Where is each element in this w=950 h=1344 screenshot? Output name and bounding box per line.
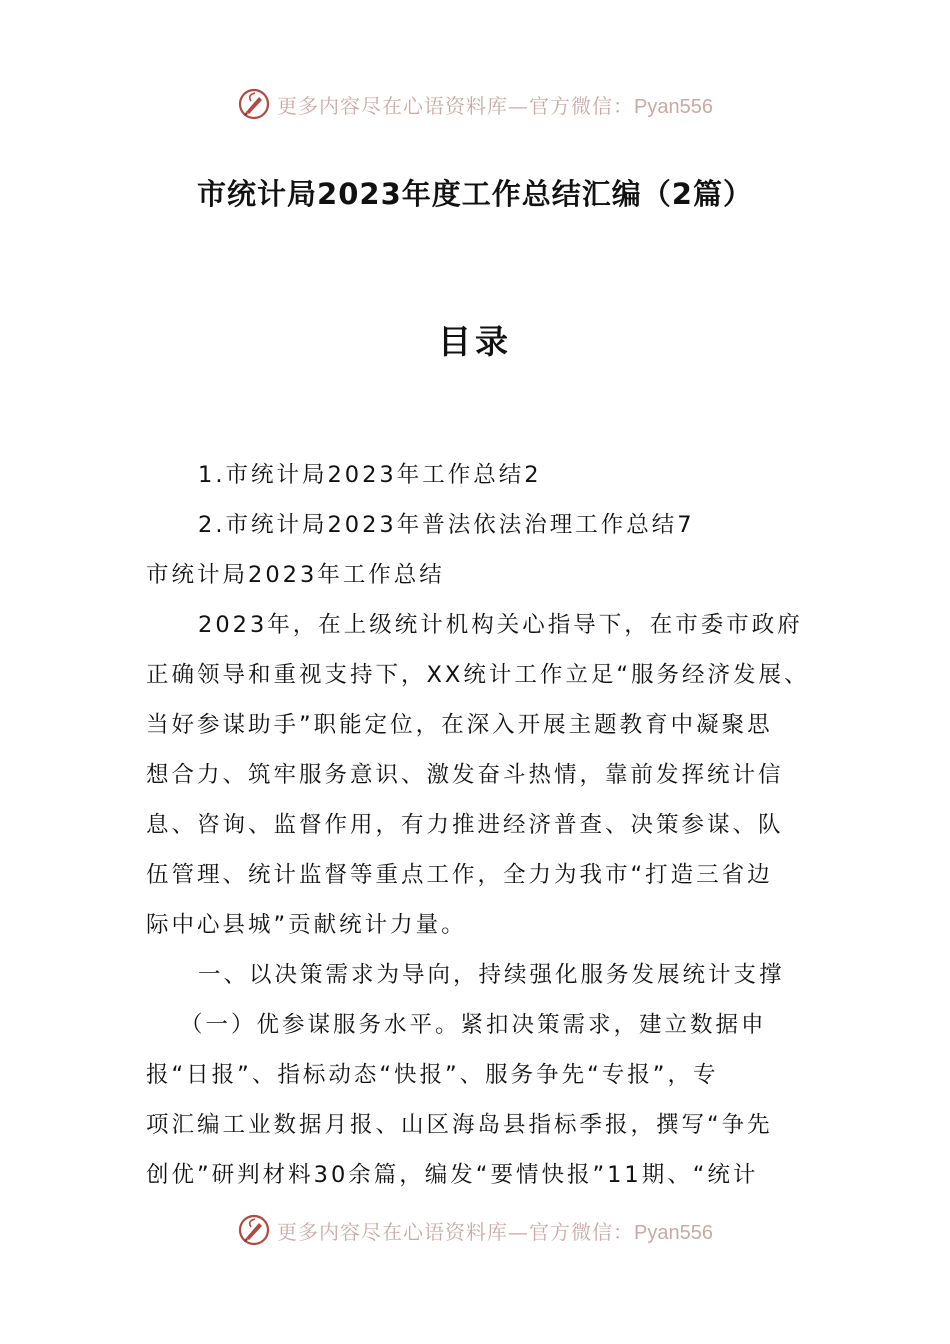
pen-logo-icon — [237, 1213, 271, 1247]
paragraph-line: 伍管理、统计监督等重点工作，全力为我市“打造三省边 — [146, 862, 773, 888]
paragraph-line: 当好参谋助手”职能定位，在深入开展主题教育中凝聚思 — [146, 712, 773, 738]
watermark-text: 更多内容尽在心语资料库—官方微信：Pyan556 — [277, 93, 713, 118]
header-watermark — [0, 84, 950, 124]
paragraph-line: 想合力、筑牢服务意识、激发奋斗热情，靠前发挥统计信 — [146, 762, 784, 788]
toc-heading: 目录 — [438, 322, 512, 361]
paragraph-line: （一）优参谋服务水平。紧扣决策需求，建立数据申 — [180, 1012, 767, 1038]
watermark-wechat-id: Pyan556 — [634, 1221, 713, 1244]
footer-watermark — [0, 1210, 950, 1250]
paragraph-line: 际中心县城”贡献统计力量。 — [146, 912, 467, 938]
watermark-wechat-id: Pyan556 — [634, 95, 713, 118]
section-heading-1: 一、以决策需求为导向，持续强化服务发展统计支撑 — [198, 962, 785, 988]
paragraph-line: 息、咨询、监督作用，有力推进经济普查、决策参谋、队 — [146, 812, 784, 838]
paragraph-line: 创优”研判材料30余篇，编发“要情快报”11期、“统计 — [146, 1162, 759, 1188]
paragraph-line: 2023年，在上级统计机构关心指导下，在市委市政府 — [198, 612, 803, 638]
paragraph-line: 项汇编工业数据月报、山区海岛县指标季报，撰写“争先 — [146, 1112, 773, 1138]
paragraph-line: 正确领导和重视支持下，XX统计工作立足“服务经济发展、 — [146, 662, 810, 688]
section-title: 市统计局2023年工作总结 — [146, 562, 445, 588]
pen-logo-icon — [237, 87, 271, 121]
watermark-text: 更多内容尽在心语资料库—官方微信：Pyan556 — [277, 1219, 713, 1244]
toc-item-2: 2.市统计局2023年普法依法治理工作总结7 — [198, 512, 695, 538]
paragraph-line: 报“日报”、指标动态“快报”、服务争先“专报”，专 — [146, 1062, 719, 1088]
document-title: 市统计局2023年度工作总结汇编（2篇） — [197, 177, 753, 211]
toc-item-1: 1.市统计局2023年工作总结2 — [198, 462, 542, 488]
document-body — [146, 450, 826, 1200]
